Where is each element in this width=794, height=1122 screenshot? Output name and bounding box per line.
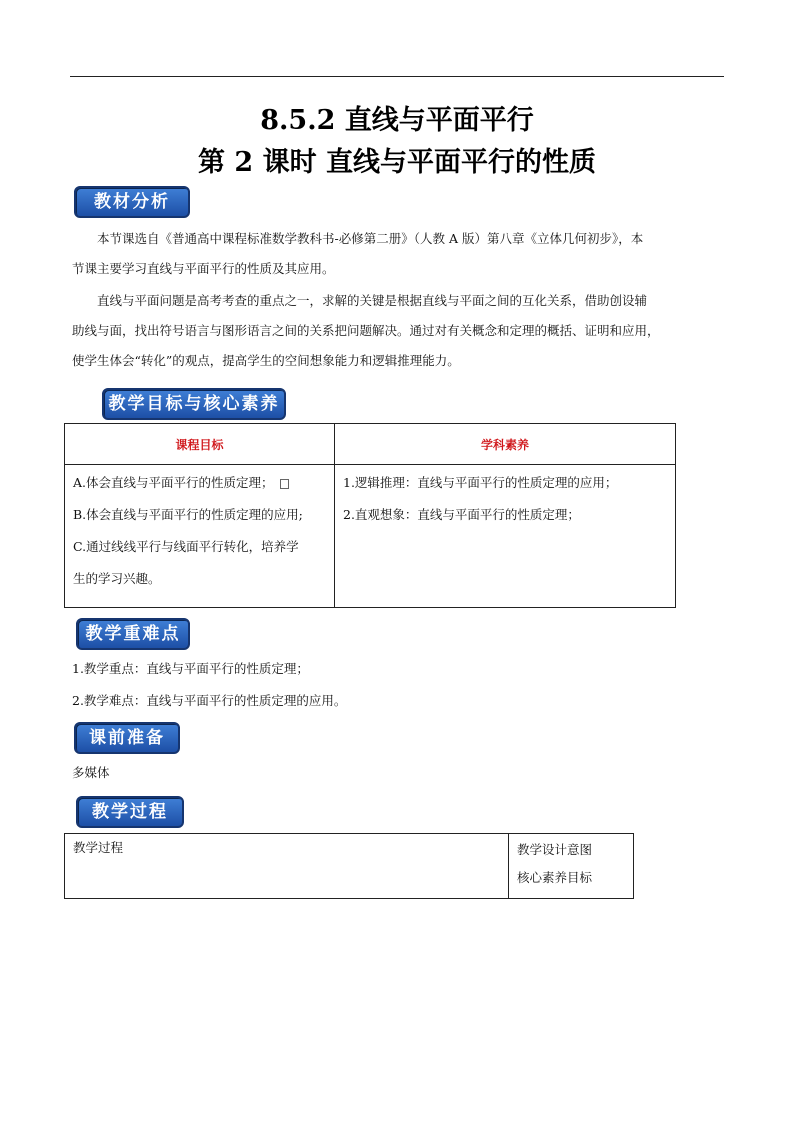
goals-col1-cell bbox=[65, 465, 335, 608]
header-rule bbox=[70, 76, 724, 77]
process-left-header: 教学过程 bbox=[65, 834, 509, 899]
process-right-header-line-2: 核心素养目标 bbox=[517, 870, 593, 885]
keypoint-focus: 1.教学重点：直线与平面平行的性质定理； bbox=[72, 661, 309, 676]
process-right-header-line-1: 教学设计意图 bbox=[517, 842, 593, 857]
analysis-paragraph-2 bbox=[72, 286, 722, 376]
keypoint-difficulty: 2.教学难点：直线与平面平行的性质定理的应用。 bbox=[72, 693, 347, 708]
goals-col2-cell bbox=[335, 465, 676, 608]
analysis-paragraph-2-line-2: 助线与面，找出符号语言与图形语言之间的关系把问题解决。通过对有关概念和定理的概括、证明和应用， bbox=[72, 323, 660, 338]
analysis-paragraph-1-line-2: 节课主要学习直线与平面平行的性质及其应用。 bbox=[72, 261, 335, 276]
analysis-paragraph-1-line-1: 本节课选自《普通高中课程标准数学教科书-必修第二册》（人教 A 版）第八章《立体几何初步》，本 bbox=[97, 231, 644, 246]
section-badge-analysis: 教材分析 bbox=[74, 186, 190, 218]
section-badge-goals: 教学目标与核心素养 bbox=[102, 388, 286, 420]
section-badge-keypoints: 教学重难点 bbox=[76, 618, 190, 650]
analysis-paragraph-1 bbox=[72, 224, 722, 284]
goal-item-c: C.通过线线平行与线面平行转化，培养学 bbox=[73, 539, 299, 554]
literacy-item-2: 2.直观想象：直线与平面平行的性质定理； bbox=[343, 507, 580, 522]
analysis-paragraph-2-line-3: 使学生体会“转化”的观点，提高学生的空间想象能力和逻辑推理能力。 bbox=[72, 353, 460, 368]
goals-table bbox=[64, 423, 676, 608]
prep-text: 多媒体 bbox=[72, 765, 110, 780]
goal-item-a: A.体会直线与平面平行的性质定理； bbox=[65, 467, 334, 499]
page-title: 8.5.2 直线与平面平行 bbox=[260, 105, 534, 136]
placeholder-box-icon bbox=[280, 479, 289, 489]
page-subtitle: 第 2 课时 直线与平面平行的性质 bbox=[198, 147, 596, 178]
process-right-header bbox=[509, 834, 634, 899]
goal-item-b: B.体会直线与平面平行的性质定理的应用; bbox=[73, 507, 303, 522]
section-badge-process: 教学过程 bbox=[76, 796, 184, 828]
section-badge-prep: 课前准备 bbox=[74, 722, 180, 754]
goal-item-c-cont: 生的学习兴趣。 bbox=[73, 571, 161, 586]
goals-col1-header: 课程目标 bbox=[65, 424, 335, 465]
process-table bbox=[64, 833, 634, 899]
goals-col2-header: 学科素养 bbox=[335, 424, 676, 465]
analysis-paragraph-2-line-1: 直线与平面问题是高考考查的重点之一，求解的关键是根据直线与平面之间的互化关系，借助创设辅 bbox=[97, 293, 648, 308]
literacy-item-1: 1.逻辑推理：直线与平面平行的性质定理的应用； bbox=[343, 475, 618, 490]
